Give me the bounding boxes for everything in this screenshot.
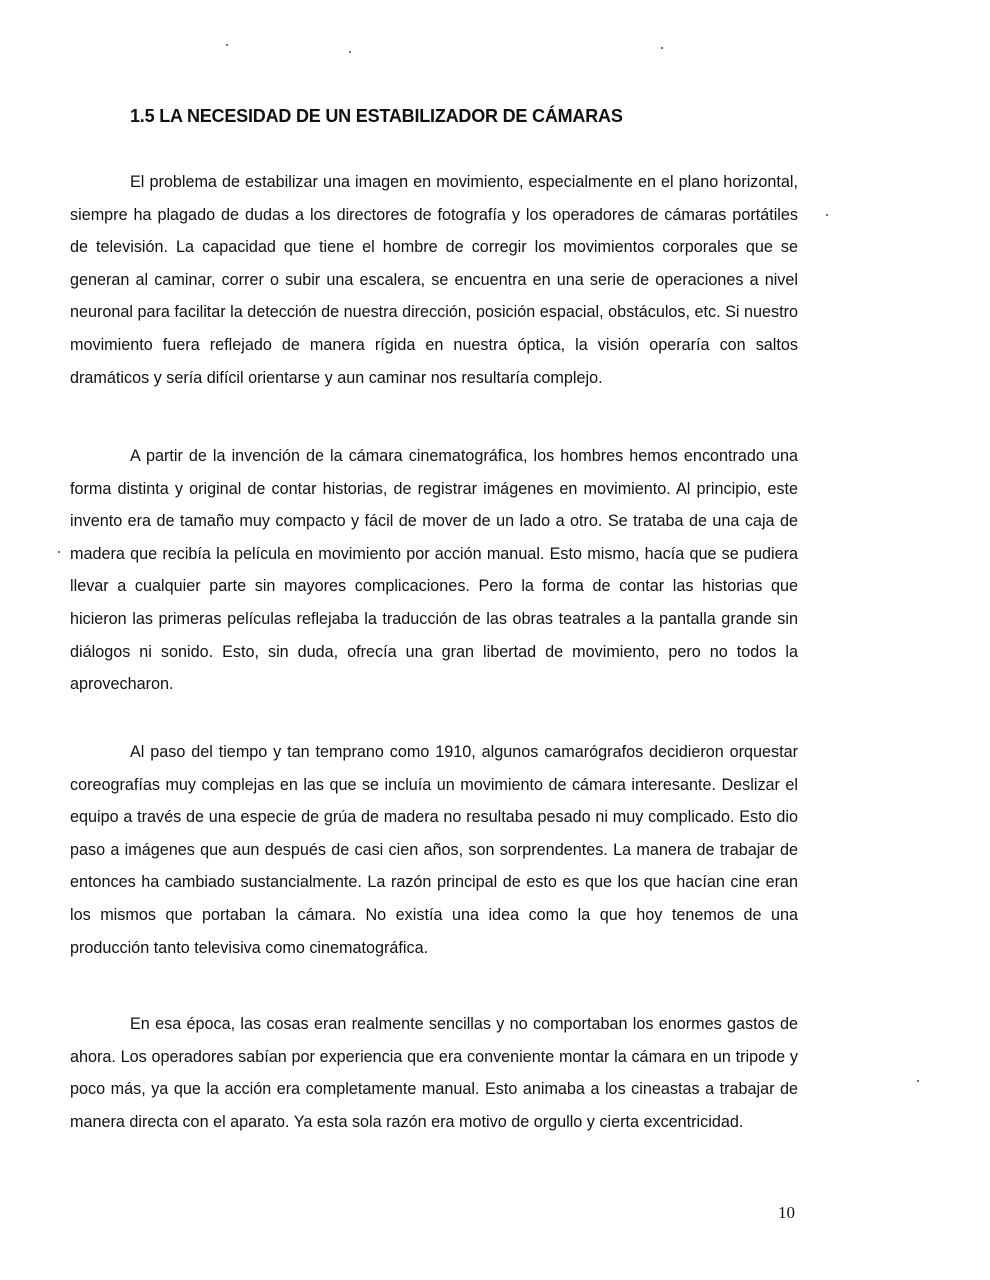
paragraph: El problema de estabilizar una imagen en movimiento, especialmente en el plano horizontal, siempre ha plagado de dudas a los directores de fotografía y los operadores de cámaras portátiles de televisión. La capacidad que tiene el hombre de corregir los movimientos corporales que se generan al caminar, correr o subir una escalera, se encuentra en una serie de operaciones a nivel neuronal para facilitar la detección de nuestra dirección, posición espacial, obstáculos, etc. Si nuestro movimiento fuera reflejado de manera rígida en nuestra óptica, la visión operaría con saltos dramáticos y sería difícil orientarse y aun caminar nos resultaría complejo.	[70, 173, 798, 387]
scan-speck	[349, 51, 351, 53]
paragraph: A partir de la invención de la cámara cinematográfica, los hombres hemos encontrado una forma distinta y original de contar historias, de registrar imágenes en movimiento. Al principio, este invento era de tamaño muy compacto y fácil de mover de un lado a otro. Se trataba de una caja de madera que recibía la película en movimiento por acción manual. Esto mismo, hacía que se pudiera llevar a cualquier parte sin mayores complicaciones. Pero la forma de contar las historias que hicieron las primeras películas reflejaba la traducción de las obras teatrales a la pantalla grande sin diálogos ni sonido. Esto, sin duda, ofrecía una gran libertad de movimiento, pero no todos la aprovecharon.	[70, 447, 798, 694]
scan-speck	[58, 551, 60, 553]
scan-speck	[226, 44, 228, 46]
scan-speck	[661, 47, 663, 49]
page-number: 10	[778, 1203, 795, 1222]
scan-speck	[917, 1080, 919, 1082]
section-heading: 1.5 LA NECESIDAD DE UN ESTABILIZADOR DE CÁMARAS	[130, 106, 623, 126]
paragraph: En esa época, las cosas eran realmente sencillas y no comportaban los enormes gastos de ahora. Los operadores sabían por experiencia que era conveniente montar la cámara en un tripode y poco más, ya que la acción era completamente manual. Esto animaba a los cineastas a trabajar de manera directa con el aparato. Ya esta sola razón era motivo de orgullo y cierta excentricidad.	[70, 1015, 798, 1131]
scan-speck	[826, 214, 828, 216]
paragraph: Al paso del tiempo y tan temprano como 1910, algunos camarógrafos decidieron orquestar coreografías muy complejas en las que se incluía un movimiento de cámara interesante. Deslizar el equipo a través de una especie de grúa de madera no resultaba pesado ni muy complicado. Esto dio paso a imágenes que aun después de casi cien años, son sorprendentes. La manera de trabajar de entonces ha cambiado sustancialmente. La razón principal de esto es que los que hacían cine eran los mismos que portaban la cámara. No existía una idea como la que hoy tenemos de una producción tanto televisiva como cinematográfica.	[70, 743, 798, 957]
